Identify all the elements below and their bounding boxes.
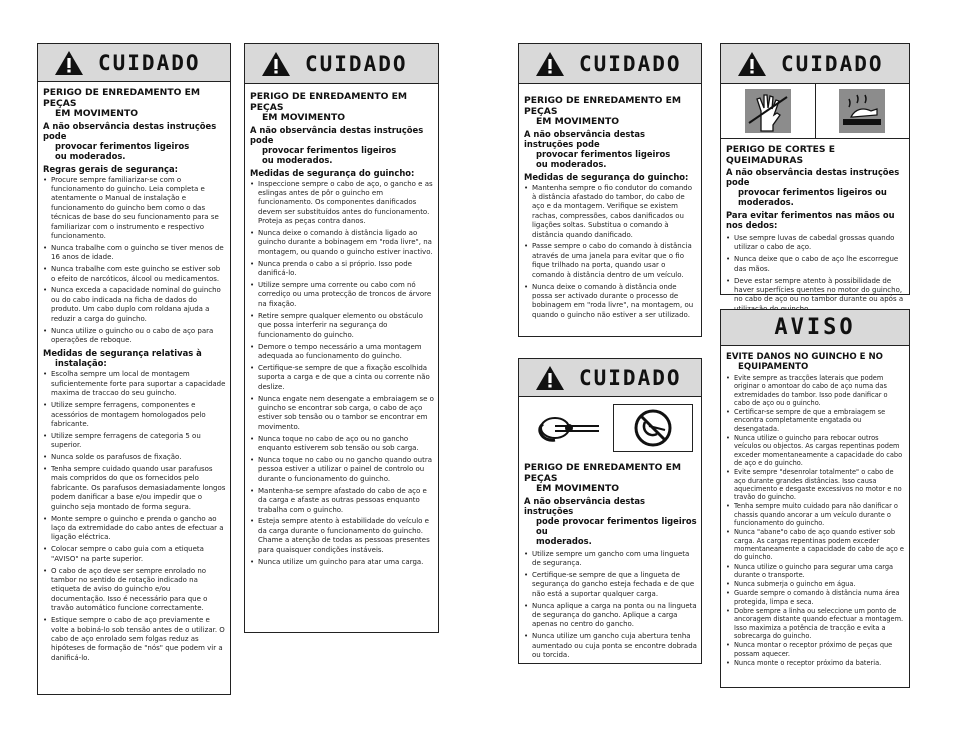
list-item: • Nunca utilize o guincho para rebocar outros veículos ou objectos. As cargas repentinas podem exceder momentaneamente a capacidade do cabo de aço e do guincho. [726,434,905,467]
caution-panel-cuts-burns [720,43,910,304]
list-item: • Nunca engate nem desengate a embraiagem se o guincho se encontrar sob carga, o cabo de aço estiver sob tensão ou o tambor se encontrar em movimento. [250,395,434,433]
list-item: • Nunca deixe o comando à distância ligado ao guincho durante a bobinagem em "roda livre", na montagem, ou quando o guincho estiver inactivo. [250,229,434,257]
section-heading: Medidas de segurança relativas à instalação: [43,348,202,369]
list-item: • Tenha sempre muito cuidado para não danificar o chassis quando ancorar a um veículo durante o funcionamento do guincho. [726,502,905,527]
list-item: • O cabo de aço deve ser sempre enrolado no tambor no sentido de rotação indicado na etiqueta de aviso do guincho e/ou documentação. Isso é necessário para que o travão automático funcione correctamente. [43,567,226,614]
section-heading: Para evitar ferimentos nas mãos ou nos dedos: [726,210,895,230]
list-item: • Guarde sempre o comando à distância numa área protegida, limpa e seca. [726,589,905,606]
notice-word: AVISO [774,315,856,340]
safety-list [524,184,697,321]
hazard-consequence: A não observância destas instruções pode provocar ferimentos ligeiros ou moderados. [524,128,671,169]
caution-panel-remote-control [518,43,702,337]
hazard-title: PERIGO DE ENREDAMENTO EM PEÇAS EM MOVIMENTO [524,462,682,494]
notice-panel-equipment-damage [720,309,910,688]
list-item: • Utilize sempre um gancho com uma lingueta de segurança. [524,550,697,569]
list-item: • Nunca monte o receptor próximo da bateria. [726,659,905,667]
caution-word: CUIDADO [781,51,884,76]
list-item: • Utilize sempre uma corrente ou cabo com nó corrediço ou uma protecção de troncos de árvore na fixação. [250,281,434,309]
installation-list [43,370,226,663]
list-item: • Procure sempre familiarizar-se com o funcionamento do guincho. Leia completa e atentamente o Manual de instalação e funcionamento do guincho bem como o das técnicas de base do seu funcionamento para se familiarizar com o instrumento e respectivo funcionamento. [43,176,226,242]
list-item: • Nunca utilize um guincho para atar uma carga. [250,558,434,567]
caution-word: CUIDADO [305,51,408,76]
list-item: • Passe sempre o cabo do comando à distância através de uma janela para evitar que o fio fique trilhado na porta, quando usar o comando à distância dentro de um veículo. [524,242,697,280]
warning-triangle-icon [535,51,565,77]
hazard-title: EVITE DANOS NO GUINCHO E NO EQUIPAMENTO [726,352,883,372]
list-item: • Nunca trabalhe com este guincho se estiver sob o efeito de narcóticos, álcool ou medicamentos. [43,265,226,284]
hazard-title: PERIGO DE ENREDAMENTO EM PEÇAS EM MOVIMENTO [43,87,201,119]
list-item: • Nunca utilize o guincho ou o cabo de aço para operações de reboque. [43,327,226,346]
hook-list [524,550,697,661]
list-item: • Certifique-se sempre de que a lingueta de segurança do gancho esteja fechada e de que não está a suportar qualquer carga. [524,571,697,599]
hazard-title: PERIGO DE CORTES E QUEIMADURAS [726,144,836,166]
hand-cut-icon [743,87,793,135]
warning-triangle-icon [261,51,291,77]
hazard-consequence: A não observância destas instruções pode provocar ferimentos ligeiros ou moderados. [726,167,900,207]
list-item: • Retire sempre qualquer elemento ou obstáculo que possa interferir na segurança do funcionamento do guincho. [250,312,434,340]
hand-safety-list [726,234,905,314]
list-item: • Nunca prenda o cabo a si próprio. Isso pode danificá-lo. [250,260,434,279]
caution-header [519,359,701,397]
list-item: • Evite sempre as tracções laterais que podem originar o amontoar do cabo de aço numa das extremidades do tambor. Isso pode danificar o cabo de aço ou o guincho. [726,374,905,407]
hazard-title: PERIGO DE ENREDAMENTO EM PEÇAS EM MOVIMENTO [250,91,408,123]
caution-header [721,44,909,84]
list-item: • Colocar sempre o cabo guia com a etiqueta "AVISO" na parte superior. [43,545,226,564]
list-item: • Mantenha sempre o fio condutor do comando à distância afastado do tambor, do cabo de aço e da montagem. Verifique se existem rachas, compressões, cabos danificados ou ligações soltas. Substitua o comando à distância quando danificado. [524,184,697,240]
pictogram-row [525,403,695,453]
list-item: • Estique sempre o cabo de aço previamente e volte a bobiná-lo sob tensão antes de o utilizar. O cabo de aço enrolado sem folgas reduz as hipóteses de formação de "nós" que podem vir a danificá-lo. [43,616,226,663]
caution-header [519,44,701,84]
prohibited-hook-icon [631,408,675,448]
list-item: • Evite sempre "desenrolar totalmente" o cabo de aço durante grandes distâncias. Isso causa aquecimento e desgaste excessivos no motor e no travão do guincho. [726,468,905,501]
hot-surface-hand-icon [837,87,887,135]
section-heading: Medidas de segurança do guincho: [524,171,689,182]
caution-word: CUIDADO [579,51,682,76]
section-heading: Regras gerais de segurança: [43,163,178,174]
safety-list [43,176,226,346]
list-item: • Nunca solde os parafusos de fixação. [43,453,226,462]
list-item: • Nunca submerja o guincho em água. [726,580,905,588]
list-item: • Nunca "abane"o cabo de aço quando estiver sob carga. As cargas repentinas podem exceder momentaneamente a capacidade do cabo de aço e do guincho. [726,528,905,561]
hook-latch-icon [533,408,603,448]
list-item: • Nunca montar o receptor próximo de peças que possam aquecer. [726,641,905,658]
caution-panel-general-safety [37,43,231,695]
list-item: • Utilize sempre ferragens de categoria 5 ou superior. [43,432,226,451]
equipment-list [726,374,905,667]
warning-triangle-icon [535,365,565,391]
pictogram-row [721,84,909,139]
list-item: • Nunca deixe o comando à distância onde possa ser activado durante o processo de bobinagem em "roda livre", na montagem, ou quando o guincho não estiver a ser utilizado. [524,283,697,321]
list-item: • Deve estar sempre atento à possibilidade de haver superfícies quentes no motor do guincho, no cabo de aço ou no tambor durante ou após a [726,277,905,315]
list-item: • Nunca utilize um gancho cuja abertura tenha aumentado ou cuja ponta se encontre dobrada ou torcida. [524,632,697,660]
notice-header [721,310,909,346]
warning-triangle-icon [54,50,84,76]
caution-header [38,44,230,82]
list-item: • Nunca aplique a carga na ponta ou na lingueta de segurança do gancho. Aplique a carga apenas no centro do gancho. [524,602,697,630]
hazard-consequence: A não observância destas instruções pode provocar ferimentos ligeiros ou moderados. [524,495,697,546]
list-item: • Nunca exceda a capacidade nominal do guincho ou do cabo indicada na ficha de dados do produto. Um cabo duplo com roldana ajuda a reduzir a carga do guincho. [43,286,226,324]
hazard-consequence: A não observância destas instruções pode provocar ferimentos ligeiros ou moderados. [250,124,424,165]
caution-header [245,44,438,84]
list-item: • Tenha sempre cuidado quando usar parafusos mais compridos do que os fornecidos pelo fabricante. Os parafusos demasiadamente longos podem danificar a base e/ou impedir que o guincho seja montado de forma segura. [43,465,226,512]
list-item: • Dobre sempre a linha ou seleccione um ponto de ancoragem distante quando efectuar a montagem. Isso maximiza a potência de tracção e evita a sobrecarga do guincho. [726,607,905,640]
list-item: • Nunca utilize o guincho para segurar uma carga durante o transporte. [726,563,905,580]
warning-triangle-icon [737,51,767,77]
list-item: • Certifique-se sempre de que a fixação escolhida suporta a carga e de que a cinta ou corrente não deslize. [250,364,434,392]
caution-word: CUIDADO [579,365,682,390]
hazard-title: PERIGO DE ENREDAMENTO EM PEÇAS EM MOVIMENTO [524,95,682,127]
list-item: • Use sempre luvas de cabedal grossas quando utilizar o cabo de aço. [726,234,905,253]
caution-panel-hook [518,358,702,664]
safety-list [250,180,434,567]
caution-panel-winch-safety [244,43,439,633]
list-item: • Nunca toque no cabo ou no gancho quando outra pessoa estiver a utilizar o painel de controlo ou durante o funcionamento do guincho. [250,456,434,484]
list-item: • Nunca trabalhe com o guincho se tiver menos de 16 anos de idade. [43,244,226,263]
list-item: • Nunca deixe que o cabo de aço lhe escorregue das mãos. [726,255,905,274]
list-item: • Mantenha-se sempre afastado do cabo de aço e da carga e afaste as outras pessoas enquanto trabalha com o guincho. [250,487,434,515]
list-item: • Escolha sempre um local de montagem suficientemente forte para suportar a capacidade maxima de traccao do seu guincho. [43,370,226,398]
list-item: • Demore o tempo necessário a uma montagem adequada ao funcionamento do guincho. [250,343,434,362]
list-item: • Certificar-se sempre de que a embraiagem se encontra completamente engatada ou desengatada. [726,408,905,433]
caution-word: CUIDADO [98,50,201,75]
list-item: • Nunca toque no cabo de aço ou no gancho enquanto estiverem sob tensão ou sob carga. [250,435,434,454]
section-heading: Medidas de segurança do guincho: [250,167,415,178]
list-item: • Inspeccione sempre o cabo de aço, o gancho e as eslingas antes de pôr o guincho em funcionamento. Os componentes danificados devem ser substituídos antes do funcionamento. Proteja as peças contra danos. [250,180,434,227]
list-item: • Esteja sempre atento à estabilidade do veículo e da carga durante o funcionamento do guincho. Chame a atenção de todas as pessoas presentes para quaisquer condições instáveis. [250,517,434,555]
list-item: • Utilize sempre ferragens, componentes e acessórios de montagem homologados pelo fabricante. [43,401,226,429]
list-item: • Monte sempre o guincho e prenda o gancho ao laço da extremidade do cabo antes de efectuar a ligação eléctrica. [43,515,226,543]
hazard-consequence: A não observância destas instruções pode provocar ferimentos ligeiros ou moderados. [43,120,217,161]
